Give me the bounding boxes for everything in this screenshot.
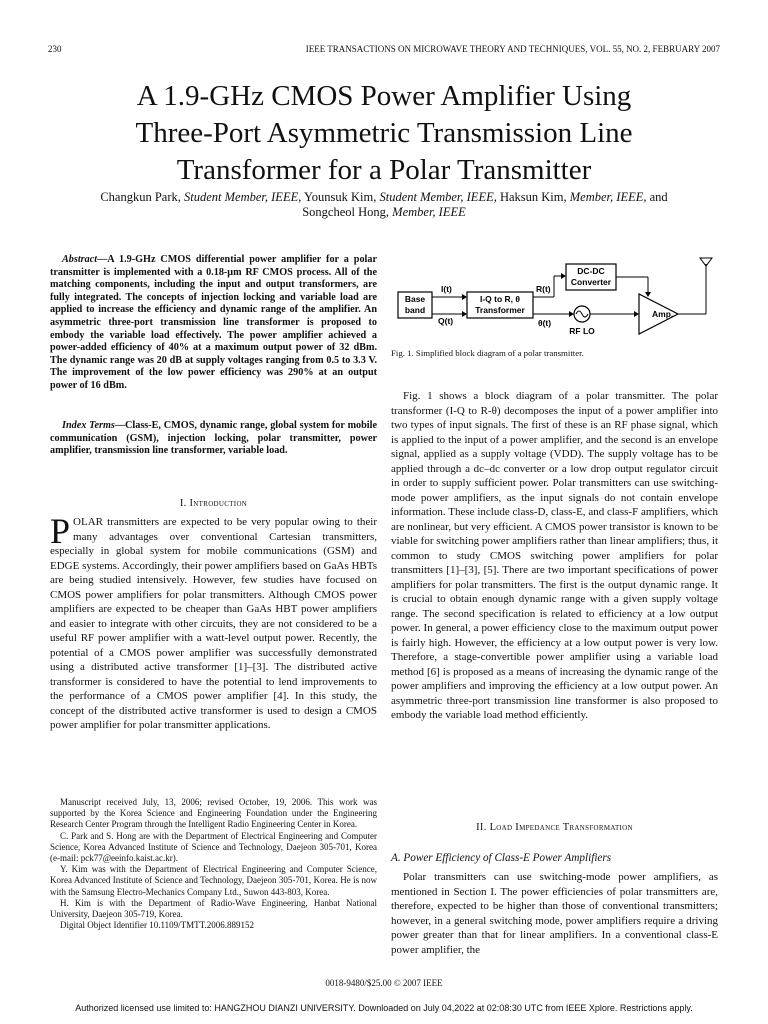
author-role: Member, IEEE [392, 205, 466, 219]
footnotes [50, 797, 377, 931]
footnote: Y. Kim was with the Department of Electrical Engineering and Computer Science, Korea Advanced Institute of Science and Technology, Daejeon 305-701, Korea. He is now with the Samsung Electro-Mechanics Company Ltd., Suwon 443-803, Korea. [50, 864, 377, 897]
footnote: Manuscript received July, 13, 2006; revised October, 19, 2006. This work was supported by the Korea Science and Engineering Foundation under the Engineering Research Center Program through the Intelligent Radio Engineering Center in Korea. [50, 797, 377, 830]
rf-lo-label: RF LO [569, 326, 595, 336]
subsection-heading: A. Power Efficiency of Class-E Power Amplifiers [391, 852, 612, 864]
author-name: Younsuk Kim, [304, 190, 377, 204]
author-name: Changkun Park, [100, 190, 181, 204]
abstract-dash: — [97, 254, 108, 265]
arrow-head [561, 273, 566, 279]
q-label: Q(t) [438, 316, 454, 326]
transformer-label-1: I-Q to R, θ [479, 294, 521, 304]
author-list [40, 190, 728, 220]
paper-title [40, 78, 728, 189]
abstract-label: Abstract [62, 254, 98, 265]
index-terms-text: Class-E, CMOS, dynamic range, global system for mobile communication (GSM), injection locking, polar transmitter, power amplifier, transmission line transformer, variable load. [50, 420, 377, 457]
author-name: Songcheol Hong, [302, 205, 390, 219]
r-label: R(t) [536, 284, 551, 294]
section-heading-1 [50, 498, 377, 509]
intro-paragraph [50, 511, 377, 733]
footnote: H. Kim is with the Department of Radio-Wave Engineering, Hanbat National University, Daejeon 305-719, Korea. [50, 897, 377, 920]
journal-header: IEEE TRANSACTIONS ON MICROWAVE THEORY AND TECHNIQUES, VOL. 55, NO. 2, FEBRUARY 2007 [305, 44, 720, 54]
issn-copyright: 0018-9480/$25.00 © 2007 IEEE [325, 978, 443, 988]
index-terms-label: Index Terms [62, 420, 115, 431]
title-line-3: Transformer for a Polar Transmitter [176, 154, 592, 186]
body-paragraph: Polar transmitters can use switching-mode power amplifiers, as mentioned in Section I. The power efficiencies of polar transmitters are, therefore, expected to be higher than those of conventional transmitters; however, in a general switching mode, power amplifiers require a driving power greater than that for linear amplifiers. In a conventional class-E power amplifier, the [391, 871, 718, 956]
drop-cap: P [50, 511, 71, 551]
sine-wave-icon [576, 311, 588, 317]
dcdc-label-1: DC-DC [577, 266, 605, 276]
section-numeral: II. [476, 822, 487, 833]
author-name: Haksun Kim, [499, 190, 567, 204]
right-paragraph-2 [391, 870, 718, 957]
first-word: OLAR [73, 516, 103, 528]
dcdc-label-2: Converter [570, 277, 612, 287]
figure-1-caption: Fig. 1. Simplified block diagram of a polar transmitter. [391, 348, 584, 358]
footnote: Digital Object Identifier 10.1109/TMTT.2006.889152 [60, 920, 254, 931]
amp-label: Amp. [652, 309, 674, 319]
title-line-1: A 1.9-GHz CMOS Power Amplifier Using [136, 80, 632, 112]
intro-text: transmitters are expected to be very popular owing to their many advantages over conventional Cartesian transmitters, especially in global system for mobile communications (GSM) and EDGE systems. Accordingly, their power amplifiers based on GaAs HBTs are being studied intensively. However, few studies have focused on CMOS power amplifiers for polar transmitters. Although CMOS power amplifiers are expected to be cheaper than GaAs HBT power amplifiers and easier to integrate with other circuits, they are not considered to be a useful RF power amplifier with a watt-level output power. Recently, the potential of a CMOS power amplifier was successfully demonstrated using a distributed active transformer [1]–[3]. The distributed active transformer is considered to have the potential to lend improvements to the performance of a CMOS power amplifier [4]. In this study, the concept of the distributed active transformer is used to design a CMOS power amplifier for polar transmitter applications. [50, 516, 377, 731]
transformer-label-2: Transformer [475, 305, 525, 315]
author-role: Member, IEEE, [569, 190, 647, 204]
section-heading-2 [391, 822, 718, 833]
author-role: Student Member, IEEE, [379, 190, 497, 204]
page-number: 230 [48, 44, 62, 54]
right-paragraph-1 [391, 389, 718, 723]
author-conjunction: and [649, 190, 668, 204]
arrow-head [634, 311, 639, 317]
arrow-head [462, 311, 467, 317]
author-role: Student Member, IEEE, [184, 190, 302, 204]
figure-1-block-diagram [396, 256, 716, 342]
download-notice: Authorized licensed use limited to: HANGZHOU DIANZI UNIVERSITY. Downloaded on July 04,2022 at 02:08:30 UTC from IEEE Xplore. Restrictions apply. [75, 1003, 693, 1013]
section-numeral: I. [179, 498, 187, 509]
abstract-text: A 1.9-GHz CMOS differential power amplifier for a polar transmitter is implemented with a 0.18-μm RF CMOS process. All of the matching components, including the input and output transformers, are fully integrated. The concepts of injection locking and variable load are applied to increase the efficiency and dynamic range of the amplifier. An asymmetric three-port transmission line transformer is proposed to embody the variable load effectively. The power amplifier achieved a power-added efficiency of 40% at a maximum output power of 32 dBm. The dynamic range was 20 dB at supply voltages ranging from 0.5 to 3.3 V. The improvement of the low power efficiency was 290% at an output power of 16 dBm. [50, 254, 377, 391]
index-terms-dash: — [114, 420, 126, 431]
i-label: I(t) [441, 284, 452, 294]
arrow-head [569, 311, 574, 317]
section-title: Introduction [189, 498, 248, 509]
baseband-label-1: Base [404, 294, 426, 304]
footnote: C. Park and S. Hong are with the Department of Electrical Engineering and Computer Science, Korea Advanced Institute of Science and Technology, Daejeon 305-701, Korea (e-mail: pck77@eeinfo.kaist.ac.kr). [50, 830, 377, 864]
title-line-2: Three-Port Asymmetric Transmission Line [135, 117, 633, 149]
arrow-head [462, 294, 467, 300]
abstract [50, 254, 377, 393]
arrow-head [645, 292, 651, 297]
theta-label: θ(t) [538, 318, 552, 328]
index-terms [50, 420, 377, 458]
baseband-label-2: band [404, 305, 426, 315]
section-title: Load Impedance Transformation [489, 822, 633, 833]
body-paragraph: Fig. 1 shows a block diagram of a polar transmitter. The polar transformer (I-Q to R-θ) decomposes the input of a power amplifier into two types of input signals. The first of these is an RF phase signal, which is applied to the input of a power amplifier, and the second is an envelope signal, applied as a supply voltage (VDD). The supply voltage has to be applied through a dc–dc converter or a low drop output regulator circuit in order to supply sufficient power. Polar transmitters can use switching-mode power amplifiers, as the input signals do not contain envelope information. These include class-D, class-E, and class-F amplifiers, which are nonlinear, but very efficient. A CMOS power transistor is known to be viable for switching power amplifiers rather than linear amplifiers; thus, it common to study CMOS switching power amplifiers for polar transmitters [1]–[3], [5]. There are two important specifications of power amplifiers for polar transmitters. The first is the output dynamic range. It is crucial to obtain enough dynamic range with a given supply voltage range. The second specification is related to efficiency at a low output power. In general, a power efficiency close to the maximum output power is fairly high. However, the efficiency at a low output power is very low. Therefore, a stage-convertible power amplifier using a variable load method [6] is proposed as a means of increasing the dynamic range of the power amplifiers and improving the efficiency at a low output power. An asymmetric three-port transmission line transformer is also proposed to embody the variable load method efficiently. [391, 390, 718, 721]
